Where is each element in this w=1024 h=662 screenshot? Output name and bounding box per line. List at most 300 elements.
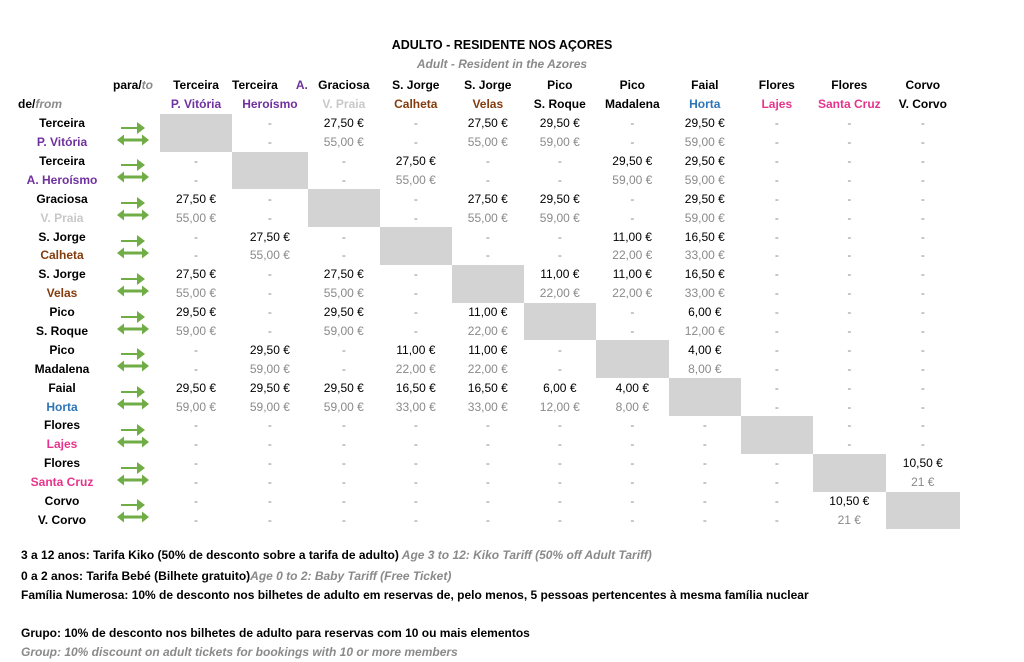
fare-return: - [920, 437, 925, 452]
fare-return: 22,00 € [467, 324, 508, 339]
column-header-port: V. Praia [322, 97, 366, 112]
fare-return: - [774, 361, 779, 376]
bidirectional-arrow-icon [106, 454, 160, 492]
column-header-port: P. Vitória [170, 97, 222, 112]
fare-single: - [702, 456, 707, 471]
table-row [18, 208, 960, 227]
column-island-name: S. Jorge [464, 78, 512, 93]
fare-single: 29,50 € [684, 154, 725, 168]
fare-return: 59,00 € [323, 324, 364, 339]
table-row [18, 246, 960, 265]
fare-return: 55,00 € [467, 210, 508, 225]
fare-return: - [920, 399, 925, 414]
column-island-name: Terceira [173, 78, 219, 93]
fare-single: 11,00 € [612, 229, 652, 244]
fare-return: - [341, 437, 346, 452]
fare-return: - [847, 324, 852, 339]
note-family-pt: Família Numerosa: 10% de desconto nos bilhetes de adulto em reservas de, pelo menos, 5 pessoas pertencentes à mesma família nuclear [21, 588, 809, 602]
fare-return: - [920, 248, 925, 263]
fare-single: 10,50 € [829, 494, 870, 509]
fare-single: - [557, 342, 562, 357]
fare-single: - [774, 380, 779, 395]
diagonal-cell [160, 114, 232, 152]
fare-return: - [557, 172, 562, 187]
row-port-name: P. Vitória [36, 135, 88, 150]
column-header-port: Calheta [394, 97, 438, 112]
fare-return: 59,00 € [249, 399, 290, 414]
column-header-island [308, 76, 380, 95]
column-header-port: Heroísmo [242, 97, 298, 112]
fare-return: - [702, 437, 707, 452]
fare-single: - [267, 494, 272, 509]
fare-single: 29,50 € [612, 154, 653, 168]
header-row-to [18, 76, 960, 95]
fare-return: - [341, 172, 346, 187]
fare-single: - [267, 418, 272, 433]
note-group-en: Group: 10% discount on adult tickets for bookings with 10 or more members [21, 645, 458, 659]
fare-table [18, 76, 960, 529]
fare-return: 55,00 € [175, 210, 217, 225]
column-header-port: Madalena [604, 97, 660, 112]
fare-single: - [194, 494, 198, 509]
fare-return: - [413, 512, 418, 527]
column-island-name: Faial [691, 78, 719, 93]
fare-return: - [630, 324, 635, 339]
fare-single: - [847, 342, 852, 357]
bidirectional-arrow-icon [106, 265, 160, 303]
row-island-name: Faial [48, 380, 76, 395]
fare-return: - [413, 324, 418, 339]
column-header-port: V. Corvo [898, 97, 947, 112]
fare-return: - [341, 512, 346, 527]
fare-single: - [413, 418, 418, 433]
corner-cell [18, 76, 106, 95]
fare-single: - [413, 494, 418, 509]
table-row [18, 152, 960, 171]
fare-single: - [847, 380, 852, 395]
fare-single: - [630, 418, 635, 433]
row-island-name: Terceira [39, 154, 85, 168]
fare-single: - [774, 191, 779, 206]
row-island-name: Corvo [44, 494, 80, 509]
fare-return: - [847, 286, 852, 301]
fare-return: 22,00 € [612, 286, 653, 301]
fare-return: - [847, 210, 852, 225]
fare-single: - [485, 418, 490, 433]
table-row [18, 322, 960, 341]
fare-return: 8,00 € [688, 361, 722, 376]
bidirectional-arrow-icon [106, 152, 160, 190]
fare-single: 11,00 € [612, 267, 652, 282]
fare-return: - [413, 135, 418, 150]
note-group-pt: Grupo: 10% de desconto nos bilhetes de adulto para reservas com 10 ou mais elementos [21, 626, 530, 640]
fare-return: - [267, 286, 272, 301]
fare-return: - [194, 248, 198, 263]
fare-single: - [413, 456, 418, 471]
fare-single: - [557, 154, 562, 168]
fare-return: - [485, 172, 490, 187]
fare-return: - [630, 210, 635, 225]
bidirectional-arrow-icon [106, 378, 160, 416]
diagonal-cell [669, 378, 741, 416]
fare-single: - [557, 229, 562, 244]
fare-return: 12,00 € [539, 399, 580, 414]
row-island-name: Flores [43, 456, 80, 471]
fare-single: - [847, 267, 852, 282]
fare-return: 21 € [911, 475, 935, 490]
fare-return: - [194, 437, 198, 452]
fare-return: 22,00 € [539, 286, 580, 301]
fare-single: - [630, 116, 635, 131]
fare-return: - [920, 172, 925, 187]
column-header-island [452, 76, 524, 95]
fare-single: 11,00 € [468, 342, 508, 357]
fare-single: - [341, 229, 346, 244]
note-baby-en: Age 0 to 2: Baby Tariff (Free Ticket) [250, 569, 452, 583]
fare-single: - [630, 305, 635, 320]
fare-return: - [267, 437, 272, 452]
fare-return: - [194, 361, 198, 376]
fare-single: - [341, 456, 346, 471]
fare-return: - [630, 475, 635, 490]
note-group-en-line [21, 645, 458, 659]
bidirectional-arrow-icon [106, 227, 160, 265]
fare-return: 55,00 € [395, 172, 436, 187]
fare-return: - [630, 512, 635, 527]
column-header-port: Santa Cruz [817, 97, 881, 112]
row-island-name: Pico [49, 305, 75, 320]
fare-return: - [485, 437, 490, 452]
row-island-name: Graciosa [36, 191, 88, 206]
fare-single: 27,50 € [323, 267, 364, 282]
fare-single: - [267, 305, 272, 320]
row-port-name: Santa Cruz [30, 475, 94, 490]
fare-single: - [847, 191, 852, 206]
column-island-name: Pico [619, 78, 645, 93]
fare-single: 29,50 € [323, 380, 364, 395]
fare-single: - [702, 418, 707, 433]
de-label: de/ [18, 97, 36, 112]
table-row [18, 265, 960, 284]
fare-return: - [557, 475, 562, 490]
fare-return: - [920, 324, 925, 339]
fare-single: - [485, 494, 490, 509]
fare-return: 22,00 € [467, 361, 508, 376]
fare-single: 16,50 € [467, 380, 508, 395]
fare-return: 59,00 € [539, 135, 580, 150]
fare-single: - [847, 154, 852, 168]
column-header-island [596, 76, 669, 95]
diagonal-cell [596, 340, 669, 378]
note-kiko-en: Age 3 to 12: Kiko Tariff (50% off Adult Tariff) [398, 548, 652, 562]
page-title: ADULTO - RESIDENTE NOS AÇORES [391, 38, 613, 52]
fare-single: - [920, 418, 925, 433]
table-row [18, 416, 960, 435]
fare-single: - [557, 456, 562, 471]
fare-single: 27,50 € [249, 229, 290, 244]
column-header-island [380, 76, 452, 95]
note-kiko [21, 548, 652, 562]
column-header-island [232, 76, 308, 95]
fare-return: - [557, 512, 562, 527]
column-header-island [813, 76, 886, 95]
fare-single: - [630, 494, 635, 509]
fare-return: - [920, 210, 925, 225]
fare-return: 33,00 € [684, 286, 725, 301]
fare-single: - [920, 342, 925, 357]
fare-single: 29,50 € [539, 191, 580, 206]
fare-single: 29,50 € [684, 116, 725, 131]
fare-single: 27,50 € [395, 154, 436, 168]
table-row [18, 189, 960, 208]
bidirectional-arrow-icon [106, 189, 160, 227]
column-island-name: Flores [758, 78, 795, 93]
fare-return: - [485, 475, 490, 490]
note-group [21, 626, 530, 640]
table-row [18, 359, 960, 378]
fare-single: 6,00 € [543, 380, 577, 395]
diagonal-cell [308, 189, 380, 227]
fare-single: - [194, 456, 198, 471]
table-row [18, 435, 960, 454]
fare-return: - [774, 512, 779, 527]
fare-return: - [267, 475, 272, 490]
row-port-name: Calheta [40, 248, 84, 263]
bidirectional-arrow-icon [106, 416, 160, 454]
fare-return: 59,00 € [539, 210, 580, 225]
fare-single: 4,00 € [615, 380, 649, 395]
fare-return: 59,00 € [323, 399, 364, 414]
fare-return: 22,00 € [395, 361, 436, 376]
fare-single: - [774, 267, 779, 282]
column-header-port: S. Roque [533, 97, 586, 112]
row-port-name: Velas [46, 286, 78, 301]
fare-return: - [920, 135, 925, 150]
fare-single: - [413, 267, 418, 282]
fare-return: 59,00 € [612, 172, 653, 187]
fare-single: - [413, 305, 418, 320]
fare-single: - [485, 229, 490, 244]
fare-return: - [341, 248, 346, 263]
fare-single: - [774, 305, 779, 320]
fare-return: 59,00 € [175, 399, 217, 414]
table-row [18, 492, 960, 511]
fare-return: - [774, 172, 779, 187]
fare-single: 16,50 € [395, 380, 436, 395]
fare-return: - [702, 475, 707, 490]
fare-single: - [847, 116, 852, 131]
fare-single: - [485, 456, 490, 471]
row-island-name: Flores [43, 418, 80, 433]
to-label: to [141, 78, 153, 93]
fare-single: 11,00 € [396, 342, 436, 357]
table-row [18, 170, 960, 189]
fare-single: - [485, 154, 490, 168]
fare-return: - [413, 286, 418, 301]
fare-return: - [774, 210, 779, 225]
row-port-name: A. Heroísmo [26, 172, 98, 187]
fare-return: 59,00 € [684, 172, 725, 187]
column-island-name: Corvo [905, 78, 941, 93]
fare-return: - [194, 172, 198, 187]
column-header-island [524, 76, 596, 95]
diagonal-cell [741, 416, 813, 454]
table-row [18, 510, 960, 529]
column-header-island [886, 76, 960, 95]
fare-single: 29,50 € [249, 342, 290, 357]
fare-return: - [920, 286, 925, 301]
fare-return: 33,00 € [684, 248, 725, 263]
fare-single: - [774, 456, 779, 471]
row-island-name: Pico [49, 342, 75, 357]
fare-return: 21 € [837, 512, 861, 527]
para-to-label [106, 76, 160, 95]
fare-return: 22,00 € [612, 248, 653, 263]
fare-single: 29,50 € [539, 116, 580, 131]
diagonal-cell [813, 454, 886, 492]
fare-single: - [341, 154, 346, 168]
table-row [18, 378, 960, 397]
note-baby-pt: 0 a 2 anos: Tarifa Bebé (Bilhete gratuito) [21, 569, 251, 583]
from-label: from [35, 97, 63, 112]
column-header-island [160, 76, 232, 95]
bidirectional-arrow-icon [106, 114, 160, 152]
fare-single: 11,00 € [468, 305, 508, 320]
fare-single: - [341, 418, 346, 433]
fare-single: - [194, 229, 198, 244]
diagonal-cell [380, 227, 452, 265]
fare-single: - [267, 456, 272, 471]
fare-single: - [774, 154, 779, 168]
column-header-island [669, 76, 741, 95]
fare-single: 29,50 € [249, 380, 290, 395]
fare-return: 55,00 € [467, 135, 508, 150]
fare-single: - [774, 494, 779, 509]
fare-single: - [920, 229, 925, 244]
fare-single: 29,50 € [175, 380, 217, 395]
fare-return: - [485, 512, 490, 527]
note-family [21, 588, 809, 602]
table-row [18, 227, 960, 246]
fare-single: - [847, 229, 852, 244]
fare-return: - [847, 437, 852, 452]
fare-return: - [847, 399, 852, 414]
fare-single: - [267, 191, 272, 206]
fare-return: - [847, 172, 852, 187]
column-island-suffix: A. [295, 78, 308, 93]
row-island-name: S. Jorge [38, 267, 86, 282]
fare-single: 29,50 € [175, 305, 217, 320]
diagonal-cell [886, 492, 960, 530]
fare-single: - [194, 418, 198, 433]
fare-single: 11,00 € [540, 267, 580, 282]
fare-return: - [847, 135, 852, 150]
fare-single: 27,50 € [467, 116, 508, 131]
column-header-port: Velas [472, 97, 504, 112]
fare-return: - [413, 437, 418, 452]
fare-return: 59,00 € [684, 210, 725, 225]
fare-single: 16,50 € [684, 267, 725, 282]
fare-single: 27,50 € [323, 116, 364, 131]
fare-return: - [267, 135, 272, 150]
fare-return: - [774, 286, 779, 301]
fare-single: - [194, 154, 198, 168]
fare-return: - [847, 248, 852, 263]
fare-single: - [920, 116, 925, 131]
fare-single: - [920, 191, 925, 206]
fare-single: - [557, 494, 562, 509]
empty-cell [106, 95, 160, 114]
column-header-island [741, 76, 813, 95]
fare-single: - [630, 456, 635, 471]
row-island-name: Terceira [39, 116, 85, 131]
note-kiko-pt: 3 a 12 anos: Tarifa Kiko (50% de desconto sobre a tarifa de adulto) [21, 548, 399, 562]
fare-return: 59,00 € [249, 361, 290, 376]
para-label: para/ [112, 78, 142, 93]
fare-return: 55,00 € [323, 135, 364, 150]
table-row [18, 303, 960, 322]
fare-return: 33,00 € [395, 399, 436, 414]
fare-single: - [847, 418, 852, 433]
fare-return: - [774, 135, 779, 150]
fare-return: - [847, 361, 852, 376]
fare-return: - [267, 324, 272, 339]
fare-return: - [194, 475, 198, 490]
diagonal-cell [524, 303, 596, 341]
fare-return: 12,00 € [684, 324, 725, 339]
fare-single: 27,50 € [467, 191, 508, 206]
fare-single: 6,00 € [688, 305, 722, 320]
row-port-name: V. Praia [40, 210, 84, 225]
fare-return: - [267, 512, 272, 527]
fare-single: - [194, 342, 198, 357]
column-island-name: S. Jorge [392, 78, 440, 93]
column-island-name: Flores [831, 78, 868, 93]
row-port-name: Lajes [46, 437, 78, 452]
fare-single: - [630, 191, 635, 206]
row-port-name: S. Roque [35, 324, 88, 339]
fare-return: 55,00 € [323, 286, 364, 301]
fare-return: - [194, 512, 198, 527]
fare-return: 59,00 € [684, 135, 725, 150]
table-row [18, 454, 960, 473]
fare-return: 55,00 € [175, 286, 217, 301]
page-subtitle: Adult - Resident in the Azores [416, 57, 588, 71]
fare-single: - [413, 116, 418, 131]
fare-single: - [774, 116, 779, 131]
row-port-name: Madalena [34, 361, 90, 376]
fare-single: - [774, 342, 779, 357]
row-island-name: S. Jorge [38, 229, 86, 244]
fare-return: - [702, 512, 707, 527]
fare-single: - [847, 305, 852, 320]
fare-single: - [920, 154, 925, 168]
fare-return: - [774, 475, 779, 490]
row-port-name: V. Corvo [37, 512, 87, 527]
table-row [18, 340, 960, 359]
column-header-port: Horta [689, 97, 721, 112]
fare-single: - [702, 494, 707, 509]
fare-single: - [920, 267, 925, 282]
de-from-label [18, 95, 106, 114]
fare-single: - [267, 267, 272, 282]
diagonal-cell [452, 265, 524, 303]
column-island-name: Pico [547, 78, 573, 93]
fare-single: - [341, 494, 346, 509]
fare-single: - [920, 305, 925, 320]
fare-single: 29,50 € [684, 191, 725, 206]
fare-return: - [630, 437, 635, 452]
